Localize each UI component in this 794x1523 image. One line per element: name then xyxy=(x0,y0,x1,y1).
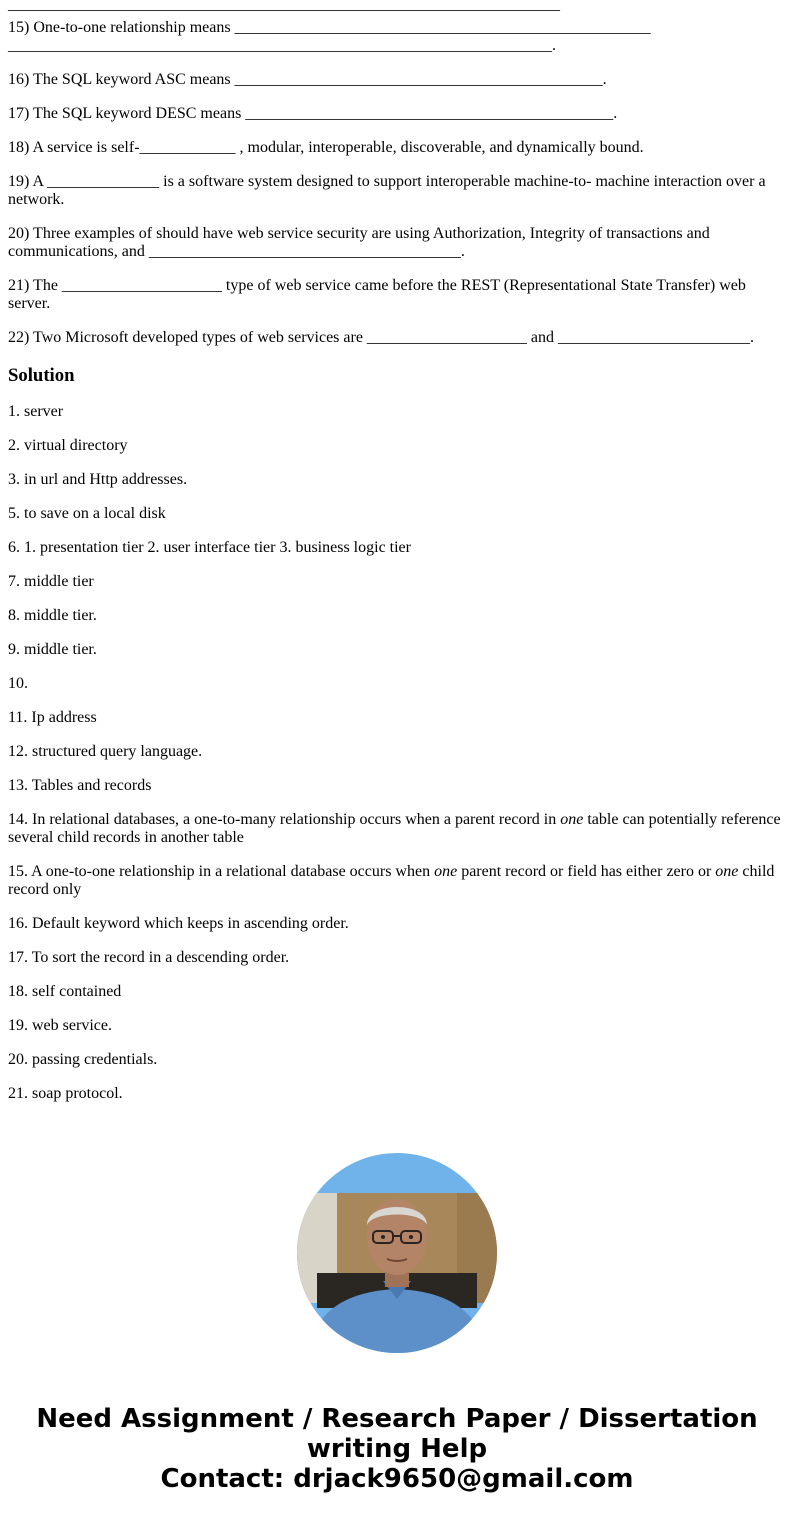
answer-6: 6. 1. presentation tier 2. user interface tier 3. business logic tier xyxy=(8,539,411,556)
answer-14 xyxy=(8,811,786,847)
answer-16: 16. Default keyword which keeps in ascending order. xyxy=(8,915,349,932)
promo-banner xyxy=(0,1404,794,1494)
answer-14-text: 14. In relational databases, a one-to-many relationship occurs when a parent record in xyxy=(8,811,561,828)
answer-15-text-end: child record only xyxy=(8,863,775,898)
question-15: 15) One-to-one relationship means ____________________________________________________ ____________________________________________________________________. xyxy=(8,19,651,54)
answer-10: 10. xyxy=(8,675,28,692)
answer-9: 9. middle tier. xyxy=(8,641,97,658)
question-18: 18) A service is self-____________ , modular, interoperable, discoverable, and dynamically bound. xyxy=(8,139,644,156)
question-19: 19) A ______________ is a software system designed to support interoperable machine-to- machine interaction over a network. xyxy=(8,173,766,208)
answer-15-emphasis-2: one xyxy=(715,863,739,880)
answer-7: 7. middle tier xyxy=(8,573,94,590)
answer-21: 21. soap protocol. xyxy=(8,1085,123,1102)
author-photo xyxy=(297,1153,497,1353)
promo-contact: Contact: drjack9650@gmail.com xyxy=(160,1464,634,1494)
promo-line-2: writing Help xyxy=(306,1434,488,1464)
question-20: 20) Three examples of should have web service security are using Authorization, Integrity of transactions and communications, and _______________________________________. xyxy=(8,225,710,260)
promo-line-1: Need Assignment / Research Paper / Dissertation xyxy=(36,1404,758,1434)
question-16: 16) The SQL keyword ASC means ______________________________________________. xyxy=(8,71,607,88)
answer-15 xyxy=(8,863,786,899)
answer-17: 17. To sort the record in a descending order. xyxy=(8,949,290,966)
answer-18: 18. self contained xyxy=(8,983,122,1000)
answer-2: 2. virtual directory xyxy=(8,437,128,454)
answer-12: 12. structured query language. xyxy=(8,743,203,760)
document-body xyxy=(8,0,786,1103)
portrait-image xyxy=(297,1153,497,1353)
answer-14-text-end: table can potentially reference several child records in another table xyxy=(8,811,781,846)
answer-14-emphasis: one xyxy=(560,811,584,828)
solution-heading: Solution xyxy=(8,365,75,386)
answer-15-text: 15. A one-to-one relationship in a relational database occurs when xyxy=(8,863,435,880)
answer-13: 13. Tables and records xyxy=(8,777,152,794)
blank-line: _____________________________________________________________________ xyxy=(8,0,560,13)
answer-11: 11. Ip address xyxy=(8,709,97,726)
answer-15-text-middle: parent record or field has either zero or xyxy=(457,863,716,880)
answer-19: 19. web service. xyxy=(8,1017,112,1034)
photo-left-eye xyxy=(381,1235,385,1239)
question-17: 17) The SQL keyword DESC means ______________________________________________. xyxy=(8,105,618,122)
answer-5: 5. to save on a local disk xyxy=(8,505,166,522)
answer-3: 3. in url and Http addresses. xyxy=(8,471,188,488)
question-22: 22) Two Microsoft developed types of web services are ____________________ and ________________________. xyxy=(8,329,755,346)
answer-8: 8. middle tier. xyxy=(8,607,97,624)
question-21: 21) The ____________________ type of web service came before the REST (Representational State Transfer) web server. xyxy=(8,277,746,312)
answer-20: 20. passing credentials. xyxy=(8,1051,158,1068)
answer-15-emphasis-1: one xyxy=(434,863,458,880)
answer-1: 1. server xyxy=(8,403,64,420)
photo-right-eye xyxy=(409,1235,413,1239)
